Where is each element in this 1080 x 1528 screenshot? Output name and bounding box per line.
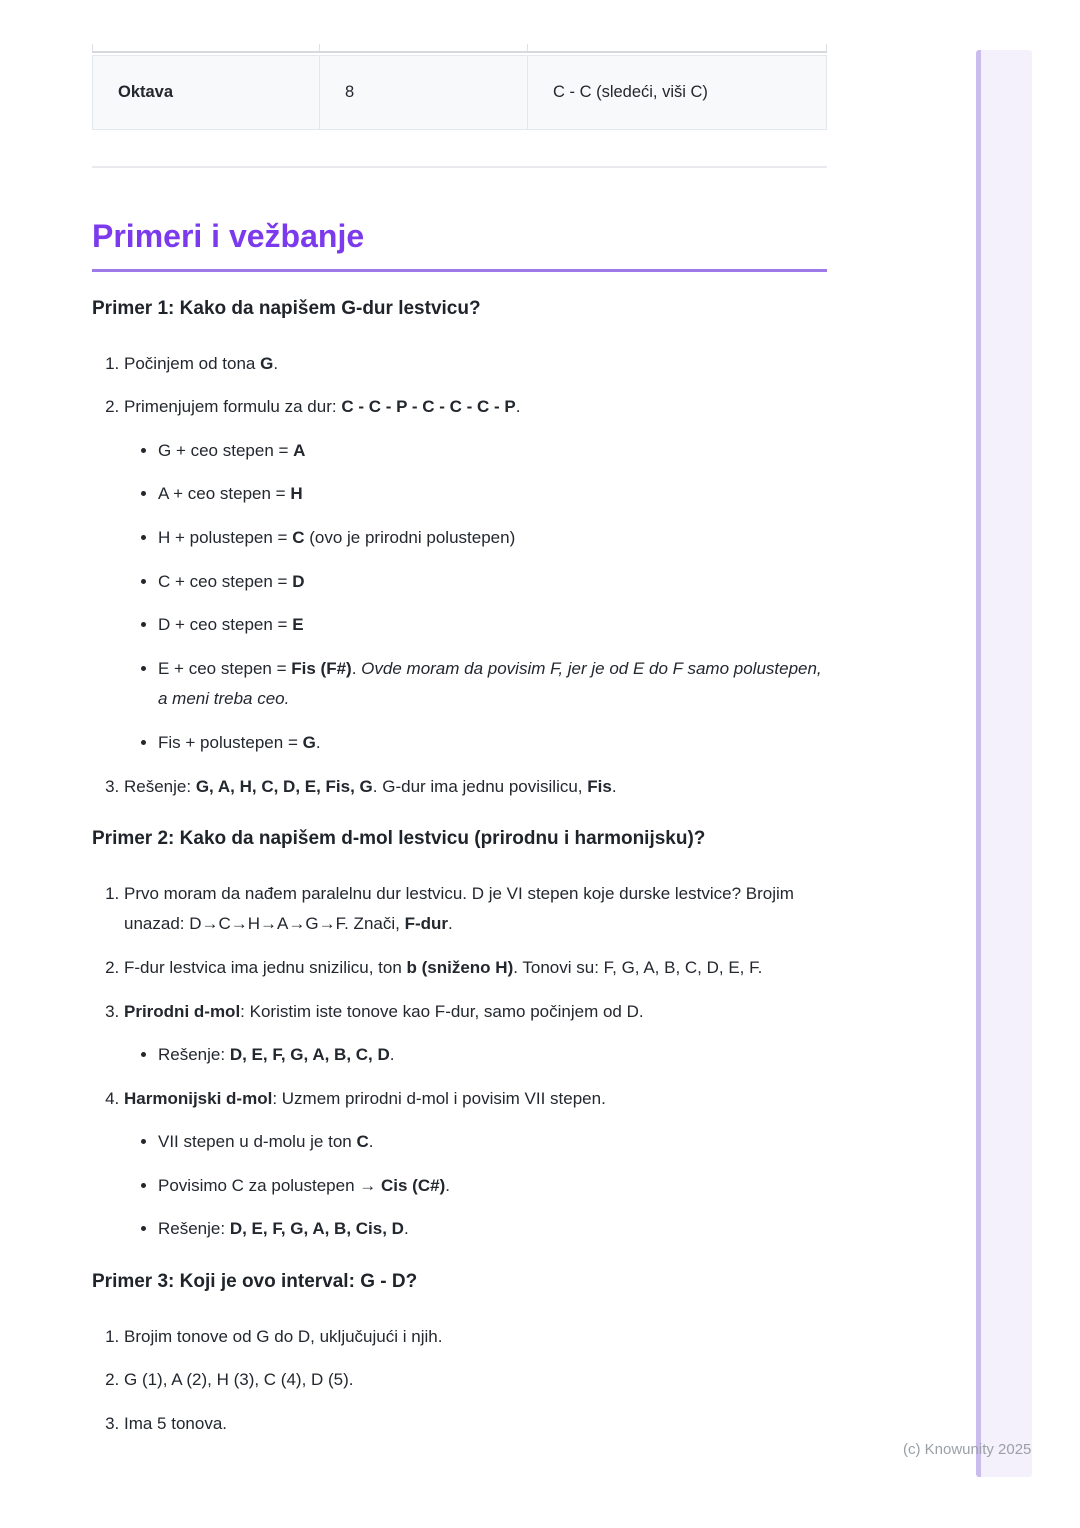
list-item [158,523,827,554]
list-item [158,1171,827,1202]
example-1-steps [92,349,827,803]
example-2-steps [92,879,827,1245]
table-stub-cell [92,44,320,51]
substep-text: VII stepen u d-molu je ton C. [158,1132,374,1152]
step-text: Prirodni d-mol: Koristim iste tonove kao F-dur, samo počinjem od D. [124,1001,644,1021]
step-text: Rešenje: G, A, H, C, D, E, Fis, G. G-dur ima jednu povisilicu, Fis. [124,776,617,796]
list-item [158,654,827,715]
document-content [92,44,827,1452]
example-2-substeps [124,1040,827,1071]
list-item [124,1365,827,1396]
example-3-steps [92,1322,827,1440]
substep-text: D + ceo stepen = E [158,615,304,635]
table-cell-interval-name: Oktava [93,56,320,129]
list-item [124,879,827,940]
example-3-heading: Primer 3: Koji je ovo interval: G - D? [92,1271,418,1293]
page-edge-panel [976,50,1032,1477]
table-stub-cell [320,44,528,51]
list-item [158,479,827,510]
step-text: Brojim tonove od G do D, uključujući i njih. [124,1326,443,1346]
table-cell-interval-number: 8 [320,56,528,129]
list-item [158,610,827,641]
list-item [124,1084,827,1245]
interval-table [92,44,827,130]
substep-text: Rešenje: D, E, F, G, A, B, Cis, D. [158,1219,409,1239]
example-1-heading: Primer 1: Kako da napišem G-dur lestvicu? [92,298,481,319]
list-item [158,1040,827,1071]
list-item [124,1409,827,1440]
list-item [158,1214,827,1245]
step-text: Harmonijski d-mol: Uzmem prirodni d-mol i povisim VII stepen. [124,1088,606,1108]
substep-text: E + ceo stepen = Fis (F#). Ovde moram da povisim F, jer je od E do F samo polustepen, a meni treba ceo. [158,658,822,709]
list-item [124,1322,827,1353]
example-1-substeps [124,436,827,759]
list-item [124,772,827,803]
list-item [158,728,827,759]
step-text: Primenjujem formulu za dur: C - C - P - C - C - C - P. [124,397,521,417]
step-text: F-dur lestvica ima jednu snizilicu, ton b (sniženo H). Tonovi su: F, G, A, B, C, D, E, F. [124,957,763,977]
substep-text: H + polustepen = C (ovo je prirodni polustepen) [158,527,516,547]
step-text: Prvo moram da nađem paralelnu dur lestvicu. D je VI stepen koje durske lestvice? Brojim unazad: D→C→H→A→G→F. Znači, F-dur. [124,883,794,934]
substep-text: A + ceo stepen = H [158,484,303,504]
substep-text: Povisimo C za polustepen → Cis (C#). [158,1175,450,1195]
section-title: Primeri i vežbanje [92,218,827,272]
list-item [158,567,827,598]
list-item [124,349,827,380]
substep-text: G + ceo stepen = A [158,440,306,460]
substep-text: Fis + polustepen = G. [158,732,321,752]
list-item [124,392,827,758]
section-divider [92,166,827,168]
table-stub-cell [528,44,827,51]
table-row-partial [92,44,827,53]
list-item [124,953,827,984]
example-2-heading: Primer 2: Kako da napišem d-mol lestvicu (prirodnu i harmonijsku)? [92,828,706,850]
copyright-watermark: (c) Knowunity 2025 [903,1441,1032,1458]
step-text: Ima 5 tonova. [124,1413,228,1433]
table-row [92,55,827,130]
list-item [124,997,827,1071]
substep-text: C + ceo stepen = D [158,571,305,591]
step-text: G (1), A (2), H (3), C (4), D (5). [124,1370,354,1390]
example-2-substeps [124,1127,827,1245]
list-item [158,1127,827,1158]
substep-text: Rešenje: D, E, F, G, A, B, C, D. [158,1045,395,1065]
table-cell-interval-example: C - C (sledeći, viši C) [553,83,708,101]
step-text: Počinjem od tona G. [124,353,279,373]
list-item [158,436,827,467]
